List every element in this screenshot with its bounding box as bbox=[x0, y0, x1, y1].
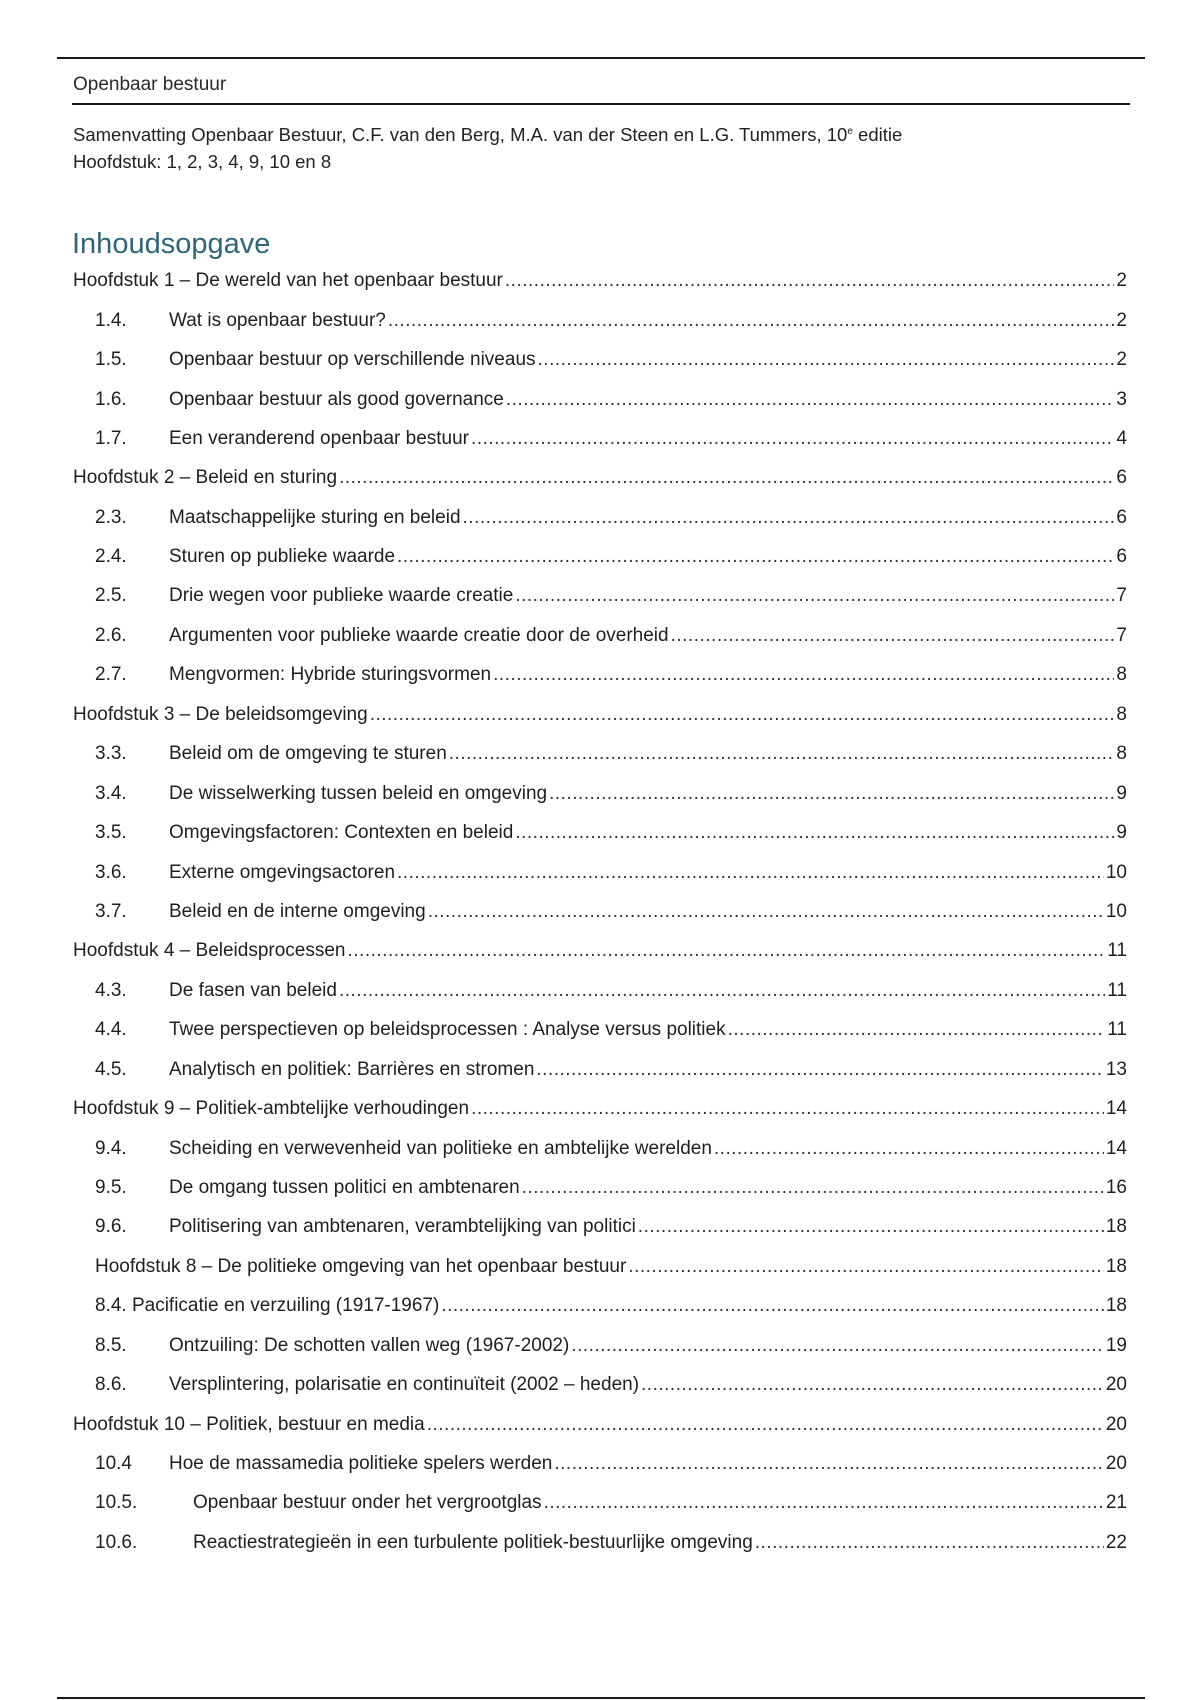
toc-entry-chapter-4[interactable] bbox=[73, 940, 1127, 968]
toc-leader-dots bbox=[397, 546, 1114, 568]
subtitle-superscript: e bbox=[847, 125, 853, 137]
toc-entry-3-6[interactable] bbox=[95, 862, 1127, 890]
toc-entry-title: Wat is openbaar bestuur? bbox=[169, 310, 386, 331]
toc-entry-title: Argumenten voor publieke waarde creatie door de overheid bbox=[169, 625, 669, 646]
toc-entry-number: 4.3. bbox=[95, 980, 127, 1001]
toc-entry-title: Beleid en de interne omgeving bbox=[169, 901, 426, 922]
toc-leader-dots bbox=[628, 1256, 1104, 1278]
toc-entry-1-7[interactable] bbox=[95, 428, 1127, 456]
toc-entry-title: De omgang tussen politici en ambtenaren bbox=[169, 1177, 520, 1198]
toc-entry-title: Hoofdstuk 1 – De wereld van het openbaar bestuur bbox=[73, 270, 503, 291]
toc-entry-number: 4.5. bbox=[95, 1059, 127, 1080]
toc-leader-dots bbox=[522, 1177, 1104, 1199]
toc-entry-title: Sturen op publieke waarde bbox=[169, 546, 396, 567]
toc-entry-chapter-1[interactable] bbox=[73, 270, 1127, 298]
toc-entry-title: Mengvormen: Hybride sturingsvormen bbox=[169, 664, 492, 685]
toc-entry-title: Hoofdstuk 3 – De beleidsomgeving bbox=[73, 704, 368, 725]
bottom-border-line bbox=[57, 1697, 1145, 1699]
toc-entry-page: 4 bbox=[1116, 428, 1127, 449]
toc-entry-page: 3 bbox=[1116, 389, 1127, 410]
toc-entry-page: 21 bbox=[1105, 1492, 1127, 1513]
toc-entry-page: 2 bbox=[1116, 270, 1127, 291]
toc-entry-1-5[interactable] bbox=[95, 349, 1127, 377]
toc-leader-dots bbox=[339, 980, 1105, 1002]
toc-entry-10-5[interactable] bbox=[95, 1492, 1127, 1520]
toc-entry-1-6[interactable] bbox=[95, 389, 1127, 417]
toc-entry-number: 1.7. bbox=[95, 428, 127, 449]
toc-entry-2-6[interactable] bbox=[95, 625, 1127, 653]
toc-entry-title: 8.4. Pacificatie en verzuiling (1917-1967) bbox=[95, 1295, 440, 1316]
toc-leader-dots bbox=[427, 1414, 1104, 1436]
toc-entry-9-5[interactable] bbox=[95, 1177, 1127, 1205]
toc-entry-page: 14 bbox=[1105, 1138, 1127, 1159]
toc-entry-number: 8.6. bbox=[95, 1374, 127, 1395]
toc-entry-number: 9.5. bbox=[95, 1177, 127, 1198]
toc-entry-title: De wisselwerking tussen beleid en omgeving bbox=[169, 783, 548, 804]
toc-leader-dots bbox=[714, 1138, 1104, 1160]
toc-leader-dots bbox=[388, 310, 1115, 332]
toc-entry-page: 9 bbox=[1116, 822, 1127, 843]
toc-entry-8-4[interactable] bbox=[95, 1295, 1127, 1323]
toc-entry-4-5[interactable] bbox=[95, 1059, 1127, 1087]
toc-entry-number: 8.5. bbox=[95, 1335, 127, 1356]
toc-entry-4-4[interactable] bbox=[95, 1019, 1127, 1047]
toc-entry-page: 7 bbox=[1116, 625, 1127, 646]
subtitle-edition: editie bbox=[852, 124, 903, 145]
toc-entry-number: 3.4. bbox=[95, 783, 127, 804]
toc-entry-title: Hoe de massamedia politieke spelers werden bbox=[169, 1453, 553, 1474]
toc-entry-page: 20 bbox=[1105, 1414, 1127, 1435]
toc-leader-dots bbox=[515, 585, 1114, 607]
toc-entry-title: Hoofdstuk 9 – Politiek-ambtelijke verhoudingen bbox=[73, 1098, 470, 1119]
toc-entry-8-6[interactable] bbox=[95, 1374, 1127, 1402]
toc-entry-page: 11 bbox=[1107, 1019, 1127, 1040]
toc-entry-number: 3.6. bbox=[95, 862, 127, 883]
toc-leader-dots bbox=[428, 901, 1104, 923]
toc-entry-title: Openbaar bestuur op verschillende niveaus bbox=[169, 349, 536, 370]
toc-entry-number: 3.5. bbox=[95, 822, 127, 843]
toc-entry-title: Hoofdstuk 4 – Beleidsprocessen bbox=[73, 940, 346, 961]
toc-entry-number: 1.5. bbox=[95, 349, 127, 370]
toc-entry-page: 18 bbox=[1105, 1295, 1127, 1316]
toc-heading: Inhoudsopgave bbox=[72, 228, 271, 260]
toc-entry-page: 2 bbox=[1116, 349, 1127, 370]
toc-entry-number: 9.6. bbox=[95, 1216, 127, 1237]
toc-entry-3-3[interactable] bbox=[95, 743, 1127, 771]
toc-entry-title: De fasen van beleid bbox=[169, 980, 337, 1001]
toc-entry-3-5[interactable] bbox=[95, 822, 1127, 850]
toc-entry-2-4[interactable] bbox=[95, 546, 1127, 574]
toc-leader-dots bbox=[671, 625, 1115, 647]
toc-entry-9-6[interactable] bbox=[95, 1216, 1127, 1244]
toc-entry-title: Scheiding en verwevenheid van politieke en ambtelijke werelden bbox=[169, 1138, 712, 1159]
toc-entry-chapter-3[interactable] bbox=[73, 704, 1127, 732]
chapters-line: Hoofdstuk: 1, 2, 3, 4, 9, 10 en 8 bbox=[73, 151, 332, 172]
toc-entry-page: 18 bbox=[1105, 1256, 1127, 1277]
toc-entry-number: 3.3. bbox=[95, 743, 127, 764]
toc-entry-number: 9.4. bbox=[95, 1138, 127, 1159]
toc-entry-page: 6 bbox=[1116, 546, 1127, 567]
toc-entry-page: 13 bbox=[1105, 1059, 1127, 1080]
toc-entry-chapter-10[interactable] bbox=[73, 1414, 1127, 1442]
toc-entry-page: 19 bbox=[1105, 1335, 1127, 1356]
toc-entry-chapter-8[interactable] bbox=[95, 1256, 1127, 1284]
toc-entry-10-6[interactable] bbox=[95, 1532, 1127, 1560]
toc-entry-3-4[interactable] bbox=[95, 783, 1127, 811]
toc-entry-page: 10 bbox=[1105, 862, 1127, 883]
toc-entry-title: Omgevingsfactoren: Contexten en beleid bbox=[169, 822, 514, 843]
toc-entry-page: 16 bbox=[1105, 1177, 1127, 1198]
subtitle-text: Samenvatting Openbaar Bestuur, C.F. van den Berg, M.A. van der Steen en L.G. Tummers, 10 bbox=[73, 124, 848, 145]
toc-entry-title: Reactiestrategieën in een turbulente politiek-bestuurlijke omgeving bbox=[193, 1532, 753, 1553]
toc-entry-page: 7 bbox=[1116, 585, 1127, 606]
toc-leader-dots bbox=[728, 1019, 1106, 1041]
toc-entry-page: 2 bbox=[1116, 310, 1127, 331]
toc-entry-title: Hoofdstuk 8 – De politieke omgeving van het openbaar bestuur bbox=[95, 1256, 627, 1277]
toc-entry-title: Externe omgevingsactoren bbox=[169, 862, 396, 883]
toc-leader-dots bbox=[471, 428, 1114, 450]
header-underline bbox=[72, 103, 1130, 105]
toc-leader-dots bbox=[348, 940, 1106, 962]
toc-entry-number: 3.7. bbox=[95, 901, 127, 922]
toc-entry-2-7[interactable] bbox=[95, 664, 1127, 692]
toc-entry-page: 6 bbox=[1116, 467, 1127, 488]
top-border-line bbox=[57, 57, 1145, 59]
toc-leader-dots bbox=[493, 664, 1114, 686]
toc-entry-number: 2.5. bbox=[95, 585, 127, 606]
toc-entry-8-5[interactable] bbox=[95, 1335, 1127, 1363]
toc-leader-dots bbox=[571, 1335, 1104, 1357]
toc-leader-dots bbox=[554, 1453, 1103, 1475]
toc-entry-page: 20 bbox=[1105, 1374, 1127, 1395]
toc-entry-page: 11 bbox=[1107, 980, 1127, 1001]
toc-leader-dots bbox=[339, 467, 1114, 489]
toc-entry-title: Beleid om de omgeving te sturen bbox=[169, 743, 447, 764]
toc-entry-page: 8 bbox=[1116, 704, 1127, 725]
toc-leader-dots bbox=[538, 349, 1115, 371]
toc-entry-page: 8 bbox=[1116, 664, 1127, 685]
toc-entry-title: Openbaar bestuur onder het vergrootglas bbox=[193, 1492, 542, 1513]
toc-entry-title: Twee perspectieven op beleidsprocessen : Analyse versus politiek bbox=[169, 1019, 726, 1040]
toc-entry-number: 4.4. bbox=[95, 1019, 127, 1040]
toc-entry-title: Drie wegen voor publieke waarde creatie bbox=[169, 585, 514, 606]
toc-entry-title: Analytisch en politiek: Barrières en stromen bbox=[169, 1059, 535, 1080]
toc-entry-page: 10 bbox=[1105, 901, 1127, 922]
toc-entry-page: 9 bbox=[1116, 783, 1127, 804]
toc-entry-9-4[interactable] bbox=[95, 1138, 1127, 1166]
toc-leader-dots bbox=[463, 507, 1115, 529]
toc-entry-number: 2.6. bbox=[95, 625, 127, 646]
toc-entry-title: Hoofdstuk 10 – Politiek, bestuur en media bbox=[73, 1414, 425, 1435]
toc-entry-number: 2.4. bbox=[95, 546, 127, 567]
toc-leader-dots bbox=[506, 389, 1115, 411]
toc-leader-dots bbox=[641, 1374, 1104, 1396]
toc-entry-1-4[interactable] bbox=[95, 310, 1127, 338]
toc-entry-page: 20 bbox=[1105, 1453, 1127, 1474]
toc-entry-number: 1.6. bbox=[95, 389, 127, 410]
toc-entry-title: Versplintering, polarisatie en continuïteit (2002 – heden) bbox=[169, 1374, 640, 1395]
toc-entry-4-3[interactable] bbox=[95, 980, 1127, 1008]
toc-entry-page: 22 bbox=[1105, 1532, 1127, 1553]
toc-entry-2-3[interactable] bbox=[95, 507, 1127, 535]
toc-leader-dots bbox=[544, 1492, 1104, 1514]
toc-entry-3-7[interactable] bbox=[95, 901, 1127, 929]
toc-leader-dots bbox=[471, 1098, 1104, 1120]
toc-entry-title: Openbaar bestuur als good governance bbox=[169, 389, 504, 410]
toc-entry-page: 8 bbox=[1116, 743, 1127, 764]
toc-leader-dots bbox=[370, 704, 1115, 726]
toc-entry-title: Hoofdstuk 2 – Beleid en sturing bbox=[73, 467, 338, 488]
toc-entry-number: 10.4 bbox=[95, 1453, 132, 1474]
toc-leader-dots bbox=[755, 1532, 1104, 1554]
toc-entry-title: Politisering van ambtenaren, verambtelijking van politici bbox=[169, 1216, 636, 1237]
document-subtitle bbox=[73, 124, 902, 146]
toc-entry-title: Maatschappelijke sturing en beleid bbox=[169, 507, 461, 528]
toc-entry-page: 6 bbox=[1116, 507, 1127, 528]
toc-leader-dots bbox=[397, 862, 1104, 884]
toc-entry-title: Een veranderend openbaar bestuur bbox=[169, 428, 470, 449]
toc-entry-number: 2.7. bbox=[95, 664, 127, 685]
toc-leader-dots bbox=[638, 1216, 1104, 1238]
toc-entry-10-4[interactable] bbox=[95, 1453, 1127, 1481]
toc-leader-dots bbox=[505, 270, 1115, 292]
toc-entry-number: 2.3. bbox=[95, 507, 127, 528]
toc-entry-title: Ontzuiling: De schotten vallen weg (1967-2002) bbox=[169, 1335, 570, 1356]
toc-entry-number: 10.5. bbox=[95, 1492, 138, 1513]
toc-entry-2-5[interactable] bbox=[95, 585, 1127, 613]
toc-leader-dots bbox=[549, 783, 1114, 805]
toc-entry-page: 14 bbox=[1105, 1098, 1127, 1119]
toc-entry-page: 11 bbox=[1107, 940, 1127, 961]
running-header: Openbaar bestuur bbox=[73, 74, 227, 95]
toc-entry-number: 10.6. bbox=[95, 1532, 138, 1553]
toc-leader-dots bbox=[441, 1295, 1104, 1317]
toc-leader-dots bbox=[449, 743, 1115, 765]
toc-entry-chapter-2[interactable] bbox=[73, 467, 1127, 495]
toc-leader-dots bbox=[536, 1059, 1103, 1081]
toc-entry-page: 18 bbox=[1105, 1216, 1127, 1237]
toc-entry-number: 1.4. bbox=[95, 310, 127, 331]
toc-entry-chapter-9[interactable] bbox=[73, 1098, 1127, 1126]
toc-leader-dots bbox=[515, 822, 1114, 844]
